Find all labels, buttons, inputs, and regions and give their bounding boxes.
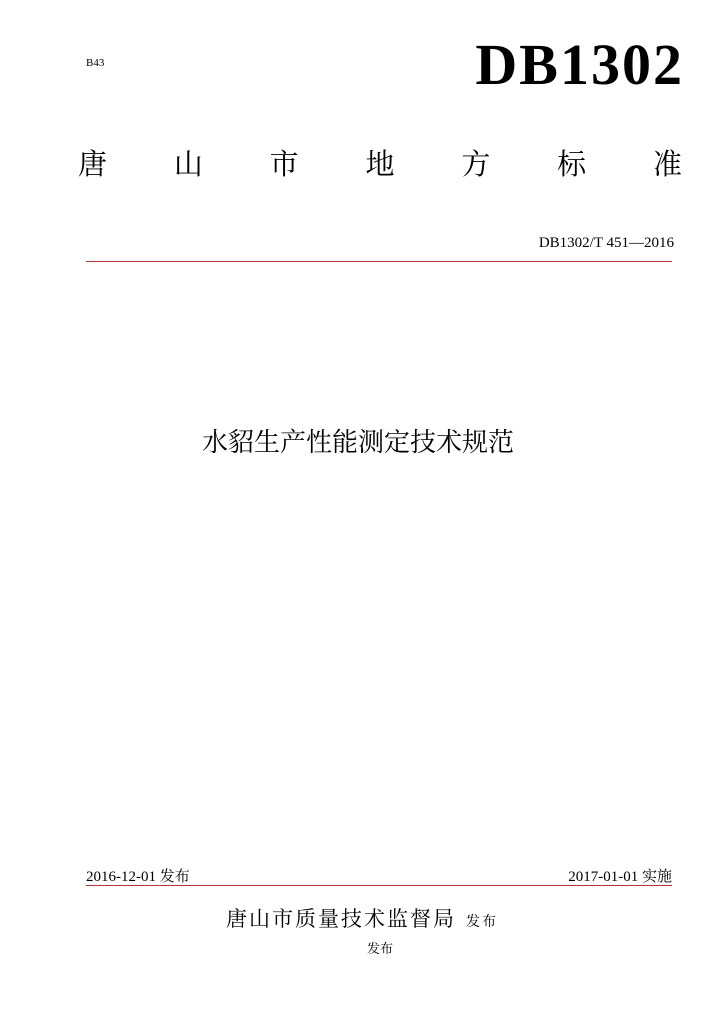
standard-type-char: 唐: [78, 147, 108, 181]
publisher-suffix: 发布: [466, 914, 498, 930]
implementation-date: 2017-01-01: [568, 869, 639, 885]
issue-label: 发布: [159, 867, 190, 885]
cut-off-text-content: 发布: [366, 942, 393, 957]
document-title: [0, 422, 724, 459]
standard-type-char: 地: [365, 147, 395, 181]
standard-type-heading: [78, 147, 682, 181]
standard-type-char: 市: [269, 147, 299, 181]
classification-code: B43: [86, 57, 105, 69]
standard-code: DB1302: [475, 32, 684, 97]
standard-type-char: 方: [461, 147, 491, 181]
document-title-text: 水貂生产性能测定技术规范: [201, 428, 514, 458]
top-divider: [86, 261, 672, 262]
issue-date-line: [86, 865, 190, 886]
implementation-label: 实施: [641, 867, 672, 885]
standard-type-char: 山: [173, 147, 203, 181]
implementation-date-line: [568, 865, 672, 886]
publisher-line: [0, 903, 724, 933]
standard-number: DB1302/T 451—2016: [538, 235, 674, 251]
cut-off-text: [0, 935, 724, 957]
standard-type-char: 标: [557, 147, 587, 181]
bottom-divider: [86, 885, 672, 886]
issue-date: 2016-12-01: [86, 869, 156, 885]
standard-type-char: 准: [652, 147, 682, 181]
publisher-name: 唐山市质量技术监督局: [226, 907, 456, 931]
